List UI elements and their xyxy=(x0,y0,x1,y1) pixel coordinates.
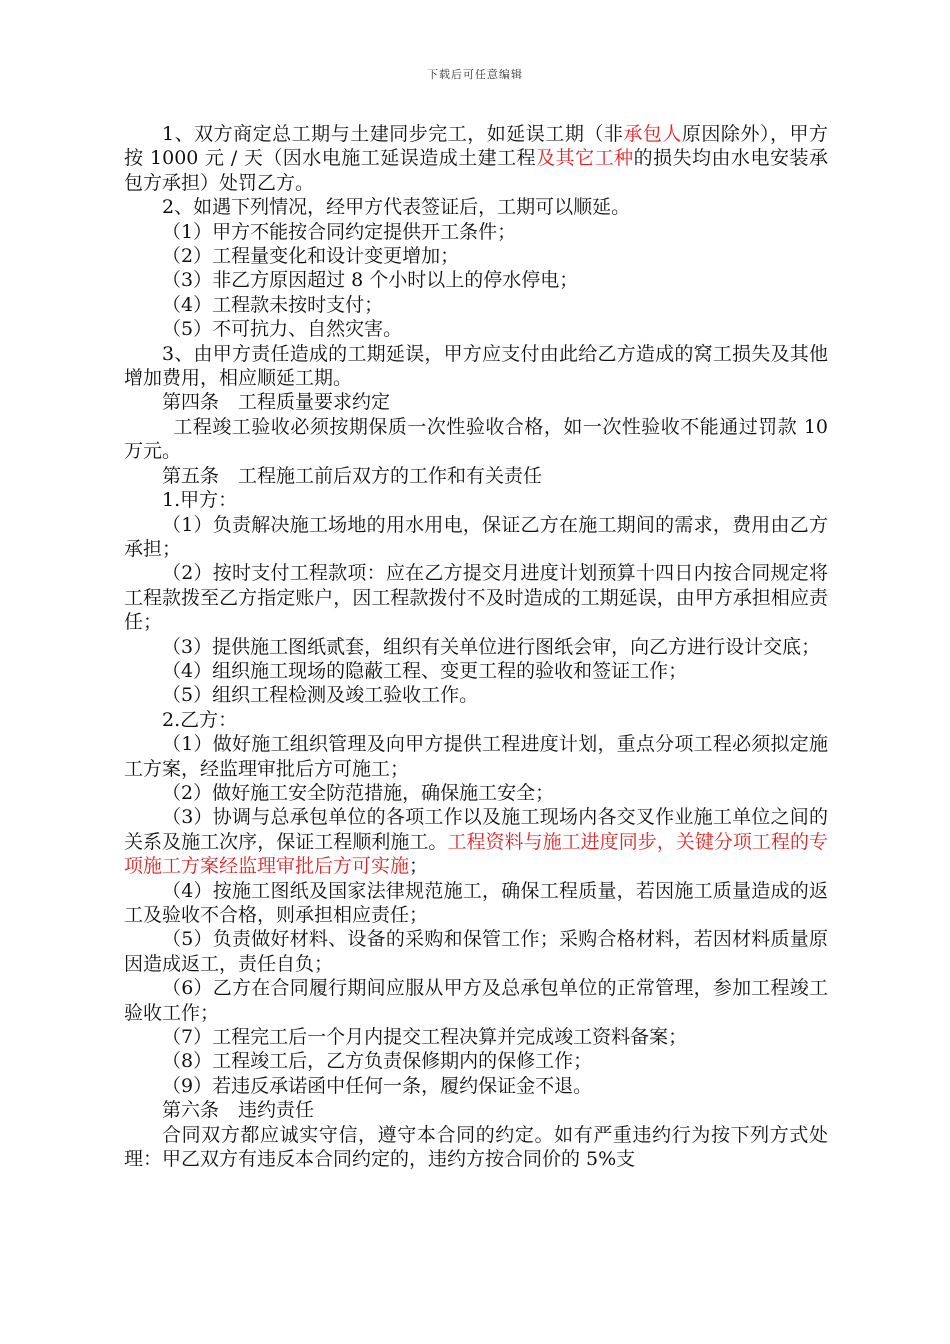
highlighted-text: 工程资料与施工进度同步，关键分项工程的专项施工方案经监理审批后方可实施 xyxy=(124,830,828,878)
list-item: （4）按施工图纸及国家法律规范施工，确保工程质量，若因施工质量造成的返工及验收不合格，则承担相应责任； xyxy=(124,879,828,926)
list-item: （8）工程竣工后，乙方负责保修期内的保修工作； xyxy=(162,1050,593,1073)
clause-3-item-1 xyxy=(124,122,828,195)
party-b-heading: 2.乙方： xyxy=(162,708,238,731)
article-4-heading: 第四条 工程质量要求约定 xyxy=(162,391,391,414)
document-body xyxy=(124,122,828,1171)
article-6-body: 合同双方都应诚实守信，遵守本合同的约定。如有严重违约行为按下列方式处理：甲乙双方有违反本合同约定的，违约方按合同价的 5%支 xyxy=(124,1123,828,1171)
page-header: 下载后可任意编辑 xyxy=(427,68,523,81)
clause-3-item-3: 3、由甲方责任造成的工期延误，甲方应支付由此给乙方造成的窝工损失及其他增加费用，相应顺延工期。 xyxy=(124,342,828,390)
list-item: （3）提供施工图纸贰套，组织有关单位进行图纸会审，向乙方进行设计交底； xyxy=(162,635,821,658)
list-item: （7）工程完工后一个月内提交工程决算并完成竣工资料备案； xyxy=(162,1026,688,1049)
text-run: 原因除外），甲方按 1000 元 / 天（因水电施工延误造成土建工程 xyxy=(124,123,828,170)
text-run: ； xyxy=(409,855,429,878)
highlighted-text: 及其它工种 xyxy=(536,147,634,170)
list-item xyxy=(124,805,828,878)
article-4-body: 工程竣工验收必须按期保质一次性验收合格，如一次性验收不能通过罚款 10 万元。 xyxy=(124,415,828,463)
text-run: 1、双方商定总工期与土建同步完工，如延误工期（非 xyxy=(162,123,624,145)
list-item: （4）工程款未按时支付； xyxy=(162,293,384,316)
list-item: （4）组织施工现场的隐蔽工程、变更工程的验收和签证工作； xyxy=(162,659,688,682)
article-6-heading: 第六条 违约责任 xyxy=(162,1099,315,1122)
list-item: （2）做好施工安全防范措施，确保施工安全； xyxy=(162,781,555,804)
list-item: （5）不可抗力、自然灾害。 xyxy=(162,318,403,341)
article-5-heading: 第五条 工程施工前后双方的工作和有关责任 xyxy=(162,464,543,487)
party-a-heading: 1.甲方： xyxy=(162,489,238,512)
list-item: （5）组织工程检测及竣工验收工作。 xyxy=(162,684,479,707)
list-item: （2）按时支付工程款项：应在乙方提交月进度计划预算十四日内按合同规定将工程款拨至乙方指定账户，因工程款拨付不及时造成的工期延误，由甲方承担相应责任； xyxy=(124,562,828,634)
highlighted-text: 承包人 xyxy=(623,123,682,145)
text-run: （3）协调与总承包单位的各项工作以及施工现场内各交叉作业施工单位之间的关系及施工次序，保证工程顺利施工。 xyxy=(124,806,828,853)
list-item: （3）非乙方原因超过 8 个小时以上的停水停电； xyxy=(162,269,579,292)
list-item: （1）负责解决施工场地的用水用电，保证乙方在施工期间的需求，费用由乙方承担； xyxy=(124,513,828,560)
clause-3-item-2: 2、如遇下列情况，经甲方代表签证后，工期可以顺延。 xyxy=(162,196,631,219)
text-run: 的损失均由水电安装承包方承担）处罚乙方。 xyxy=(124,147,828,194)
list-item: （1）做好施工组织管理及向甲方提供工程进度计划，重点分项工程必须拟定施工方案，经监理审批后方可施工； xyxy=(124,733,828,780)
list-item: （9）若违反承诺函中任何一条，履约保证金不退。 xyxy=(162,1074,593,1097)
list-item: （1）甲方不能按合同约定提供开工条件； xyxy=(162,220,517,243)
list-item: （5）负责做好材料、设备的采购和保管工作；采购合格材料，若因材料质量原因造成返工，责任自负； xyxy=(124,928,828,975)
list-item: （2）工程量变化和设计变更增加； xyxy=(162,245,460,268)
list-item: （6）乙方在合同履行期间应服从甲方及总承包单位的正常管理，参加工程竣工验收工作； xyxy=(124,977,828,1024)
